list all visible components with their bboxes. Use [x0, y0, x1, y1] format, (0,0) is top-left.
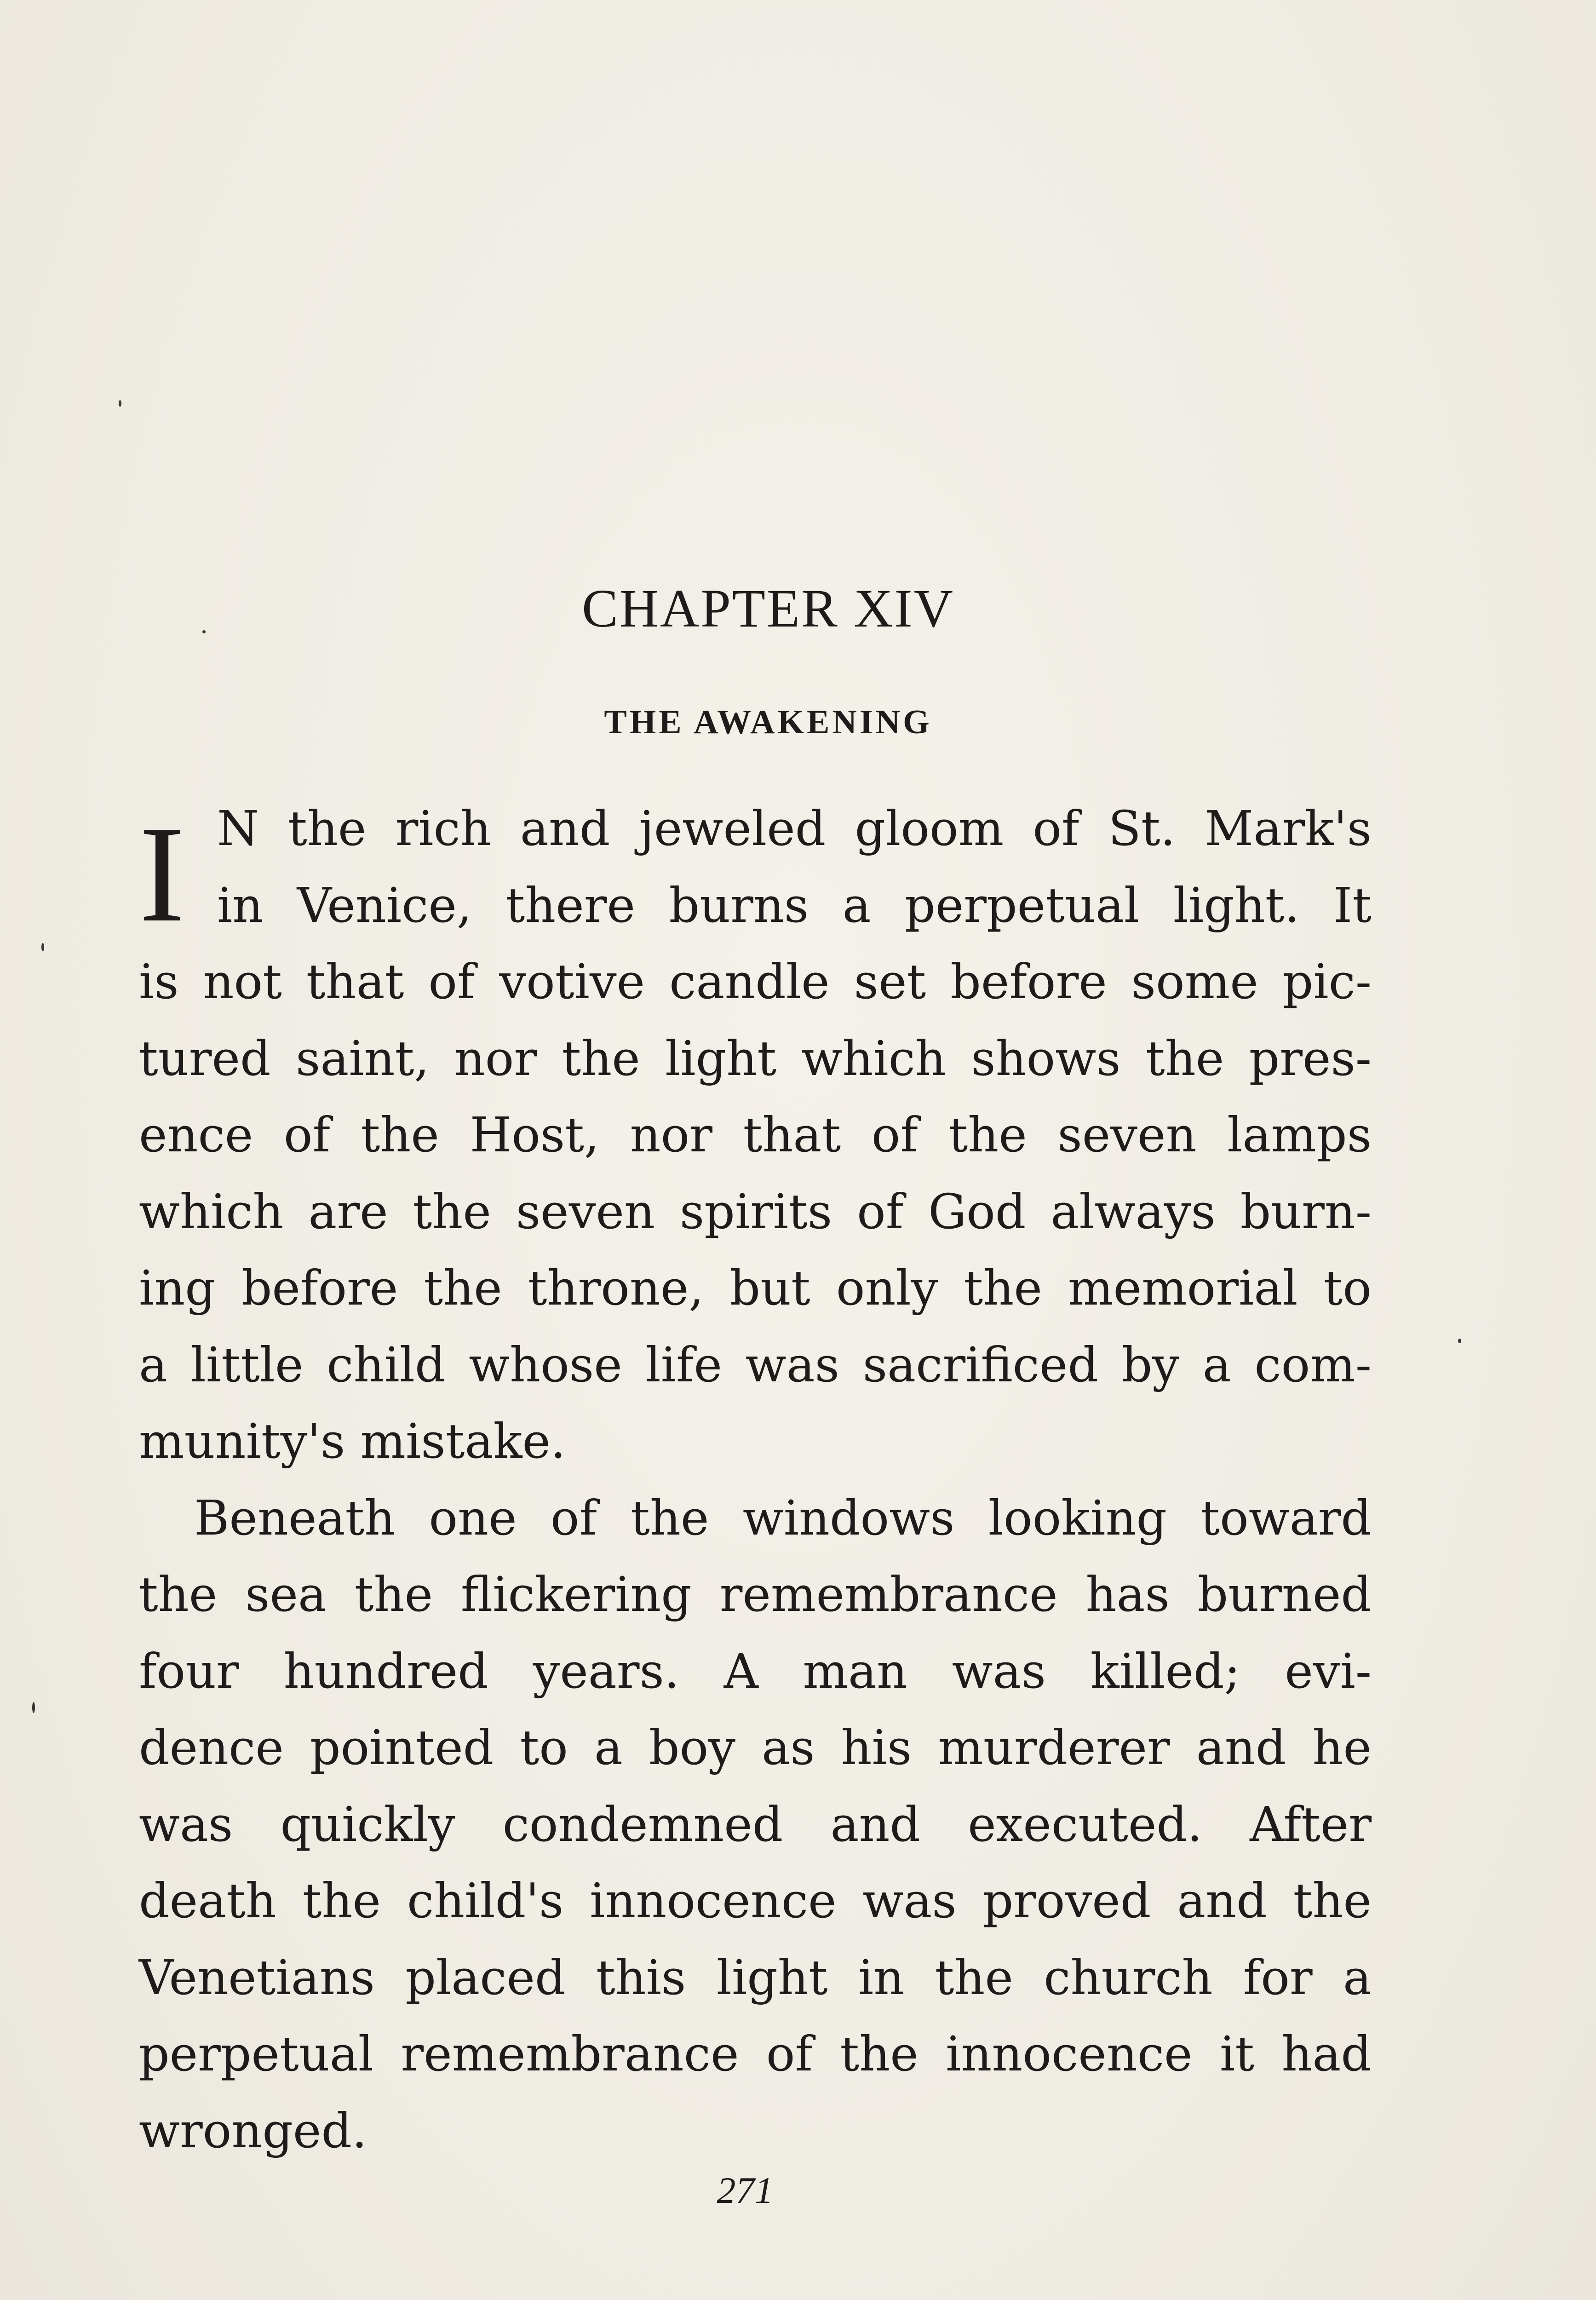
text-line: munity's mistake.	[139, 1413, 566, 1469]
text-line: N the rich and jeweled gloom of St. Mark's	[217, 800, 1372, 857]
chapter-title: CHAPTER XIV	[582, 578, 954, 638]
paper-speck	[41, 943, 44, 951]
text-line: was quickly condemned and executed. After	[139, 1796, 1372, 1852]
text-line: a little child whose life was sacrificed by a com-	[139, 1336, 1372, 1393]
text-line: Venetians placed this light in the church for a	[139, 1949, 1372, 2006]
paper-speck	[1458, 1339, 1461, 1343]
text-line: in Venice, there burns a perpetual light. It	[217, 877, 1372, 933]
text-line: is not that of votive candle set before some pic-	[139, 954, 1372, 1010]
text-line: which are the seven spirits of God always burn-	[139, 1183, 1372, 1240]
paper-speck	[119, 400, 121, 407]
chapter-subtitle: THE AWAKENING	[604, 703, 932, 741]
text-line: the sea the flickering remembrance has burned	[139, 1566, 1372, 1622]
text-line: dence pointed to a boy as his murderer and he	[139, 1719, 1372, 1776]
paper-speck	[202, 630, 206, 633]
text-line: wronged.	[139, 2102, 367, 2159]
text-line: ence of the Host, nor that of the seven lamps	[139, 1107, 1372, 1163]
drop-cap: I	[139, 798, 185, 950]
text-line: four hundred years. A man was killed; evi-	[139, 1643, 1372, 1699]
body-text	[139, 790, 1372, 2169]
text-line: death the child's innocence was proved and the	[139, 1873, 1372, 1929]
text-line: perpetual remembrance of the innocence it had	[139, 2026, 1372, 2082]
page-number: 271	[717, 2169, 774, 2211]
paper-speck	[32, 1702, 35, 1713]
text-line: ing before the throne, but only the memorial to	[139, 1260, 1372, 1316]
text-line: tured saint, nor the light which shows the pres-	[139, 1030, 1372, 1087]
text-line: Beneath one of the windows looking toward	[194, 1489, 1372, 1546]
